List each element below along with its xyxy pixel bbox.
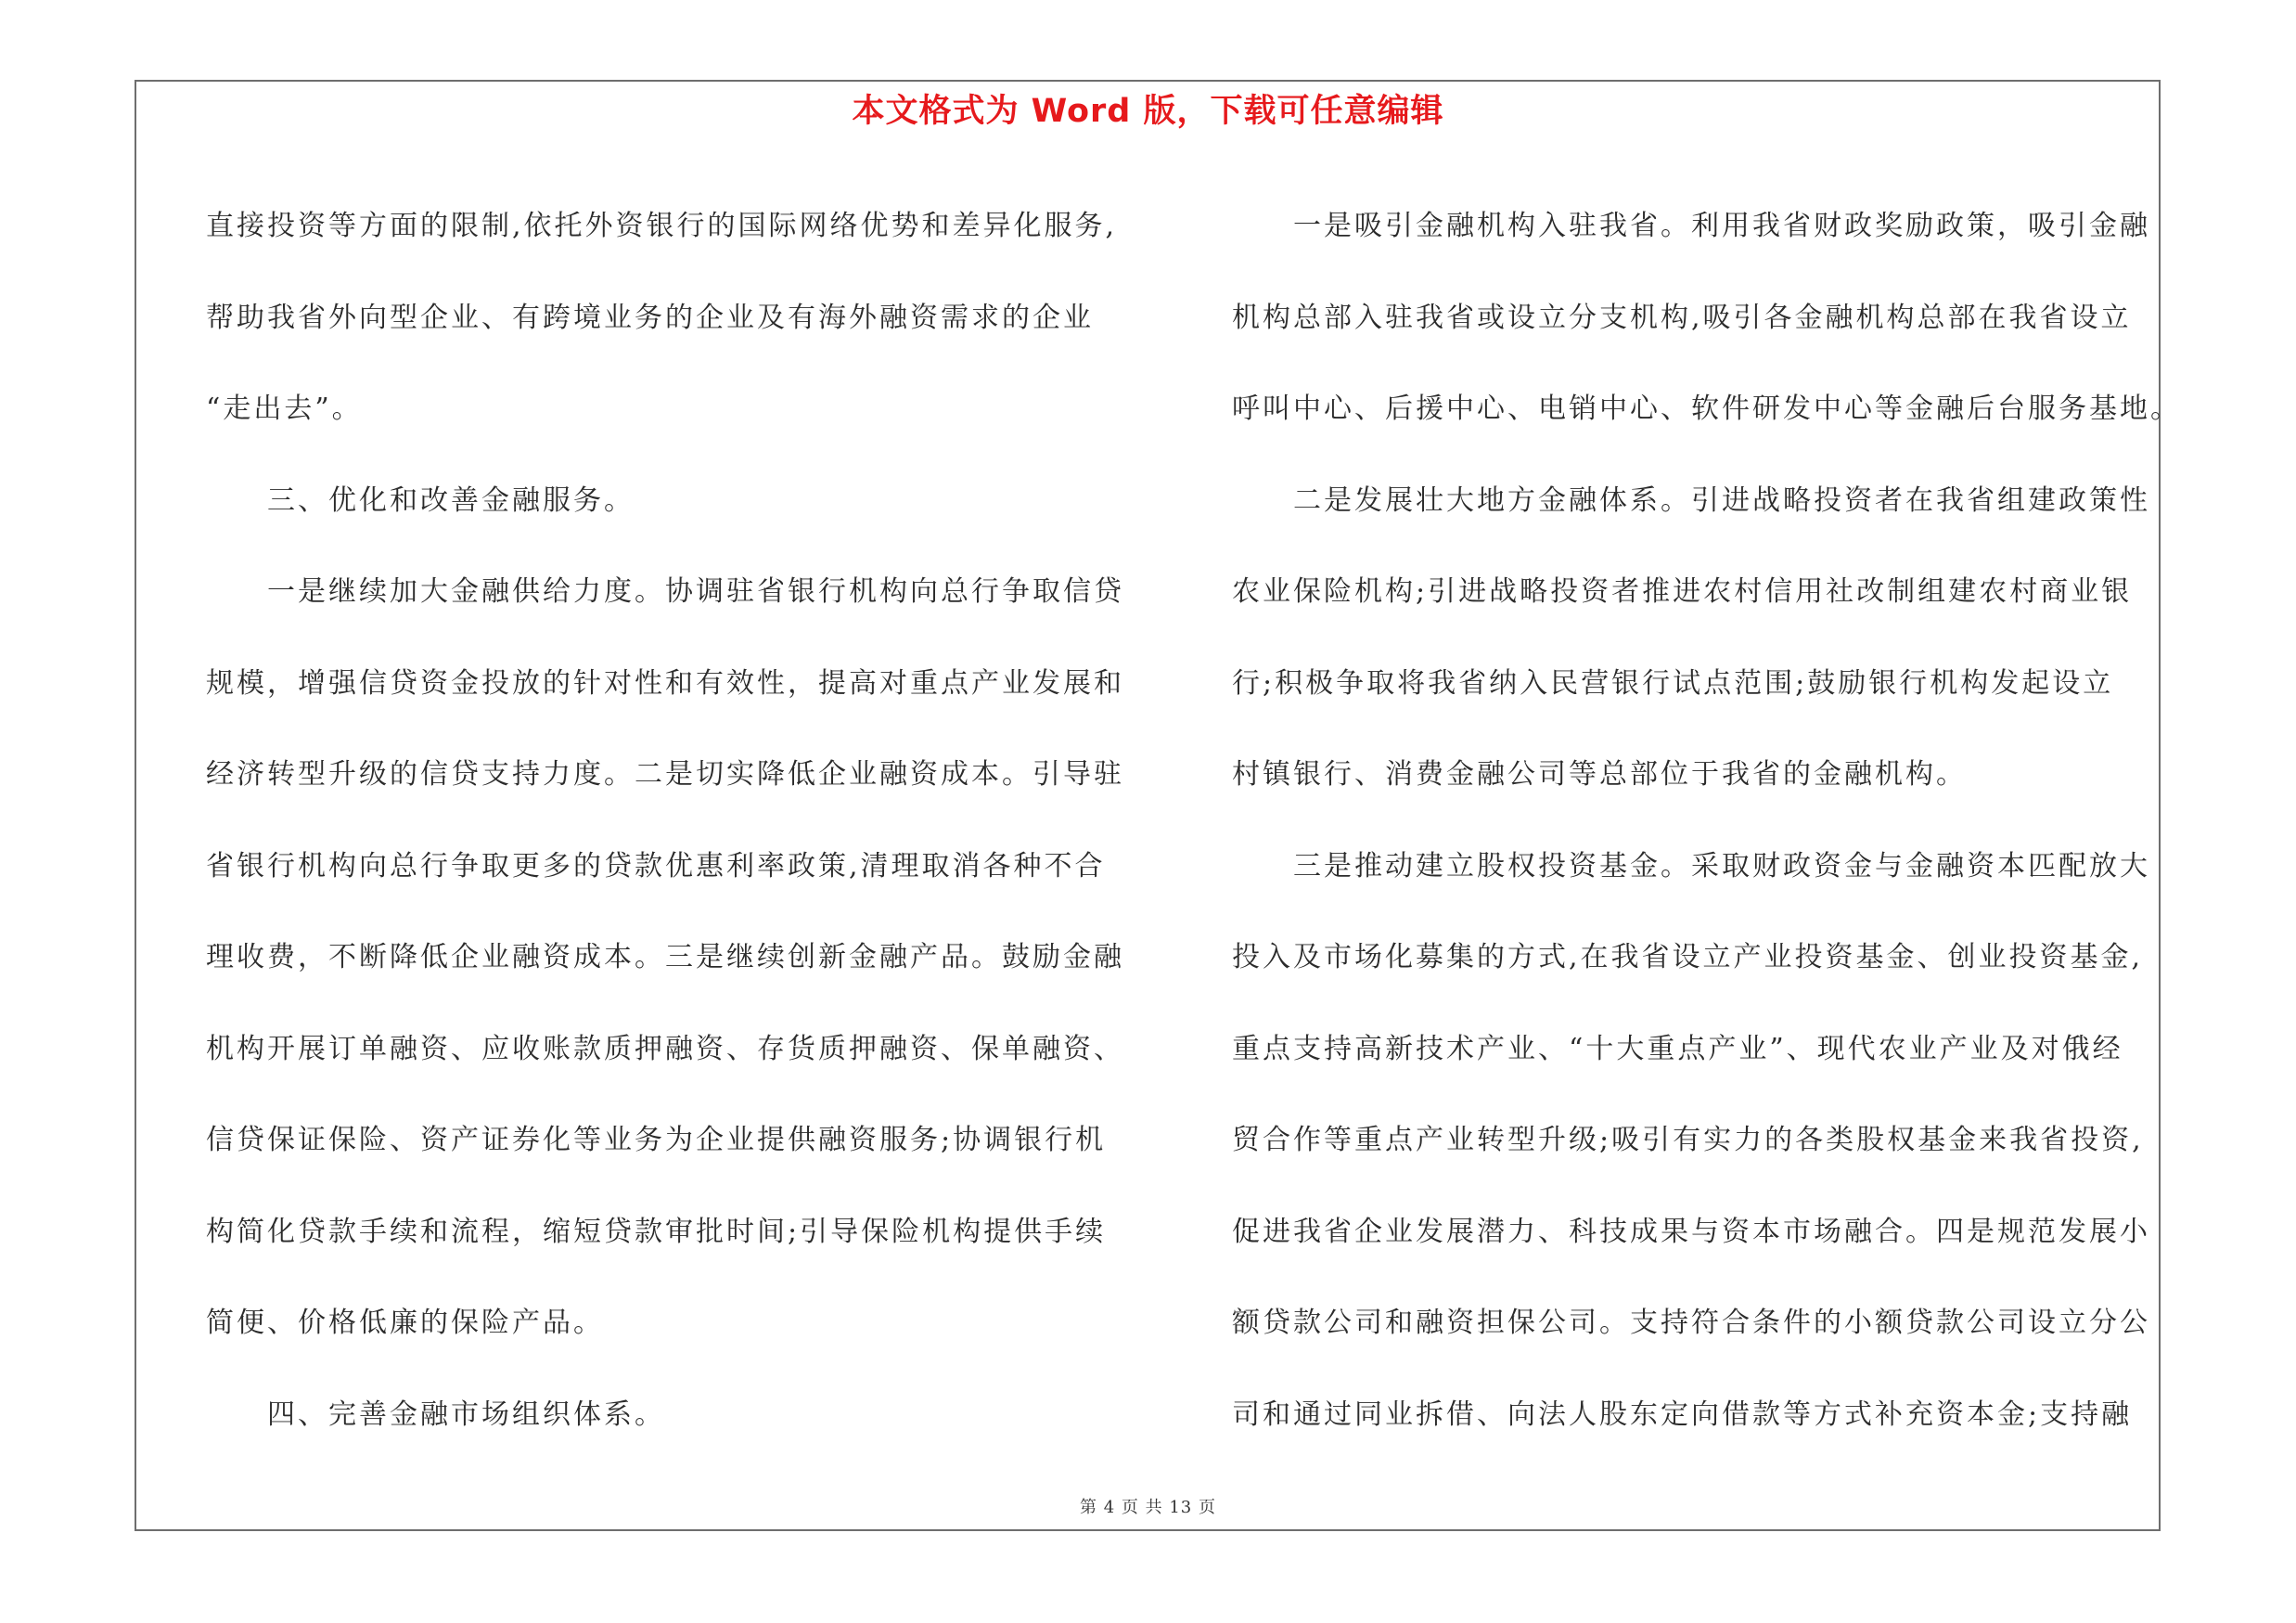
text-line: 司和通过同业拆借、向法人股东定向借款等方式补充资本金;支持融 — [1232, 1398, 2133, 1431]
text-line: 机构开展订单融资、应收账款质押融资、存货质押融资、保单融资、 — [206, 1032, 1124, 1065]
text-line: 简便、价格低廉的保险产品。 — [206, 1307, 604, 1339]
text-line: 构简化贷款手续和流程，缩短贷款审批时间;引导保险机构提供手续 — [206, 1215, 1107, 1248]
text-line: 帮助我省外向型企业、有跨境业务的企业及有海外融资需求的企业 — [206, 301, 1094, 334]
text-line: 促进我省企业发展潜力、科技成果与资本市场融合。四是规范发展小 — [1232, 1215, 2150, 1248]
page-footer: 第 4 页 共 13 页 — [1080, 1498, 1216, 1517]
text-line: 三是推动建立股权投资基金。采取财政资金与金融资本匹配放大 — [1293, 849, 2150, 882]
text-line: 直接投资等方面的限制,依托外资银行的国际网络优势和差异化服务, — [206, 210, 1118, 242]
text-line: 信贷保证保险、资产证券化等业务为企业提供融资服务;协调银行机 — [206, 1124, 1107, 1156]
text-line: 一是继续加大金融供给力度。协调驻省银行机构向总行争取信贷 — [267, 575, 1124, 608]
text-line: 行;积极争取将我省纳入民营银行试点范围;鼓励银行机构发起设立 — [1232, 666, 2114, 700]
right-column — [1232, 181, 2181, 1461]
text-line: 四、完善金融市场组织体系。 — [267, 1398, 665, 1431]
text-line: 理收费，不断降低企业融资成本。三是继续创新金融产品。鼓励金融 — [206, 941, 1124, 973]
header-banner: 本文格式为 Word 版，下载可任意编辑 — [852, 93, 1444, 130]
text-line: 贸合作等重点产业转型升级;吸引有实力的各类股权基金来我省投资, — [1232, 1124, 2144, 1156]
text-line: 呼叫中心、后援中心、电销中心、软件研发中心等金融后台服务基地。 — [1232, 393, 2181, 425]
text-line: 经济转型升级的信贷支持力度。二是切实降低企业融资成本。引导驻 — [206, 758, 1124, 791]
text-line: 三、优化和改善金融服务。 — [267, 483, 635, 517]
text-line: 额贷款公司和融资担保公司。支持符合条件的小额贷款公司设立分公 — [1232, 1307, 2150, 1339]
left-column — [206, 181, 1124, 1461]
text-line: “走出去”。 — [206, 393, 363, 425]
text-line: 一是吸引金融机构入驻我省。利用我省财政奖励政策，吸引金融 — [1293, 210, 2150, 242]
text-line: 投入及市场化募集的方式,在我省设立产业投资基金、创业投资基金, — [1232, 941, 2144, 973]
text-line: 二是发展壮大地方金融体系。引进战略投资者在我省组建政策性 — [1293, 483, 2150, 517]
text-line: 机构总部入驻我省或设立分支机构,吸引各金融机构总部在我省设立 — [1232, 301, 2132, 334]
text-line: 省银行机构向总行争取更多的贷款优惠利率政策,清理取消各种不合 — [206, 849, 1106, 882]
text-line: 村镇银行、消费金融公司等总部位于我省的金融机构。 — [1232, 758, 1967, 791]
text-line: 重点支持高新技术产业、“十大重点产业”、现代农业产业及对俄经 — [1232, 1032, 2123, 1065]
text-line: 规模，增强信贷资金投放的针对性和有效性，提高对重点产业发展和 — [206, 666, 1124, 700]
text-line: 农业保险机构;引进战略投资者推进农村信用社改制组建农村商业银 — [1232, 575, 2133, 608]
